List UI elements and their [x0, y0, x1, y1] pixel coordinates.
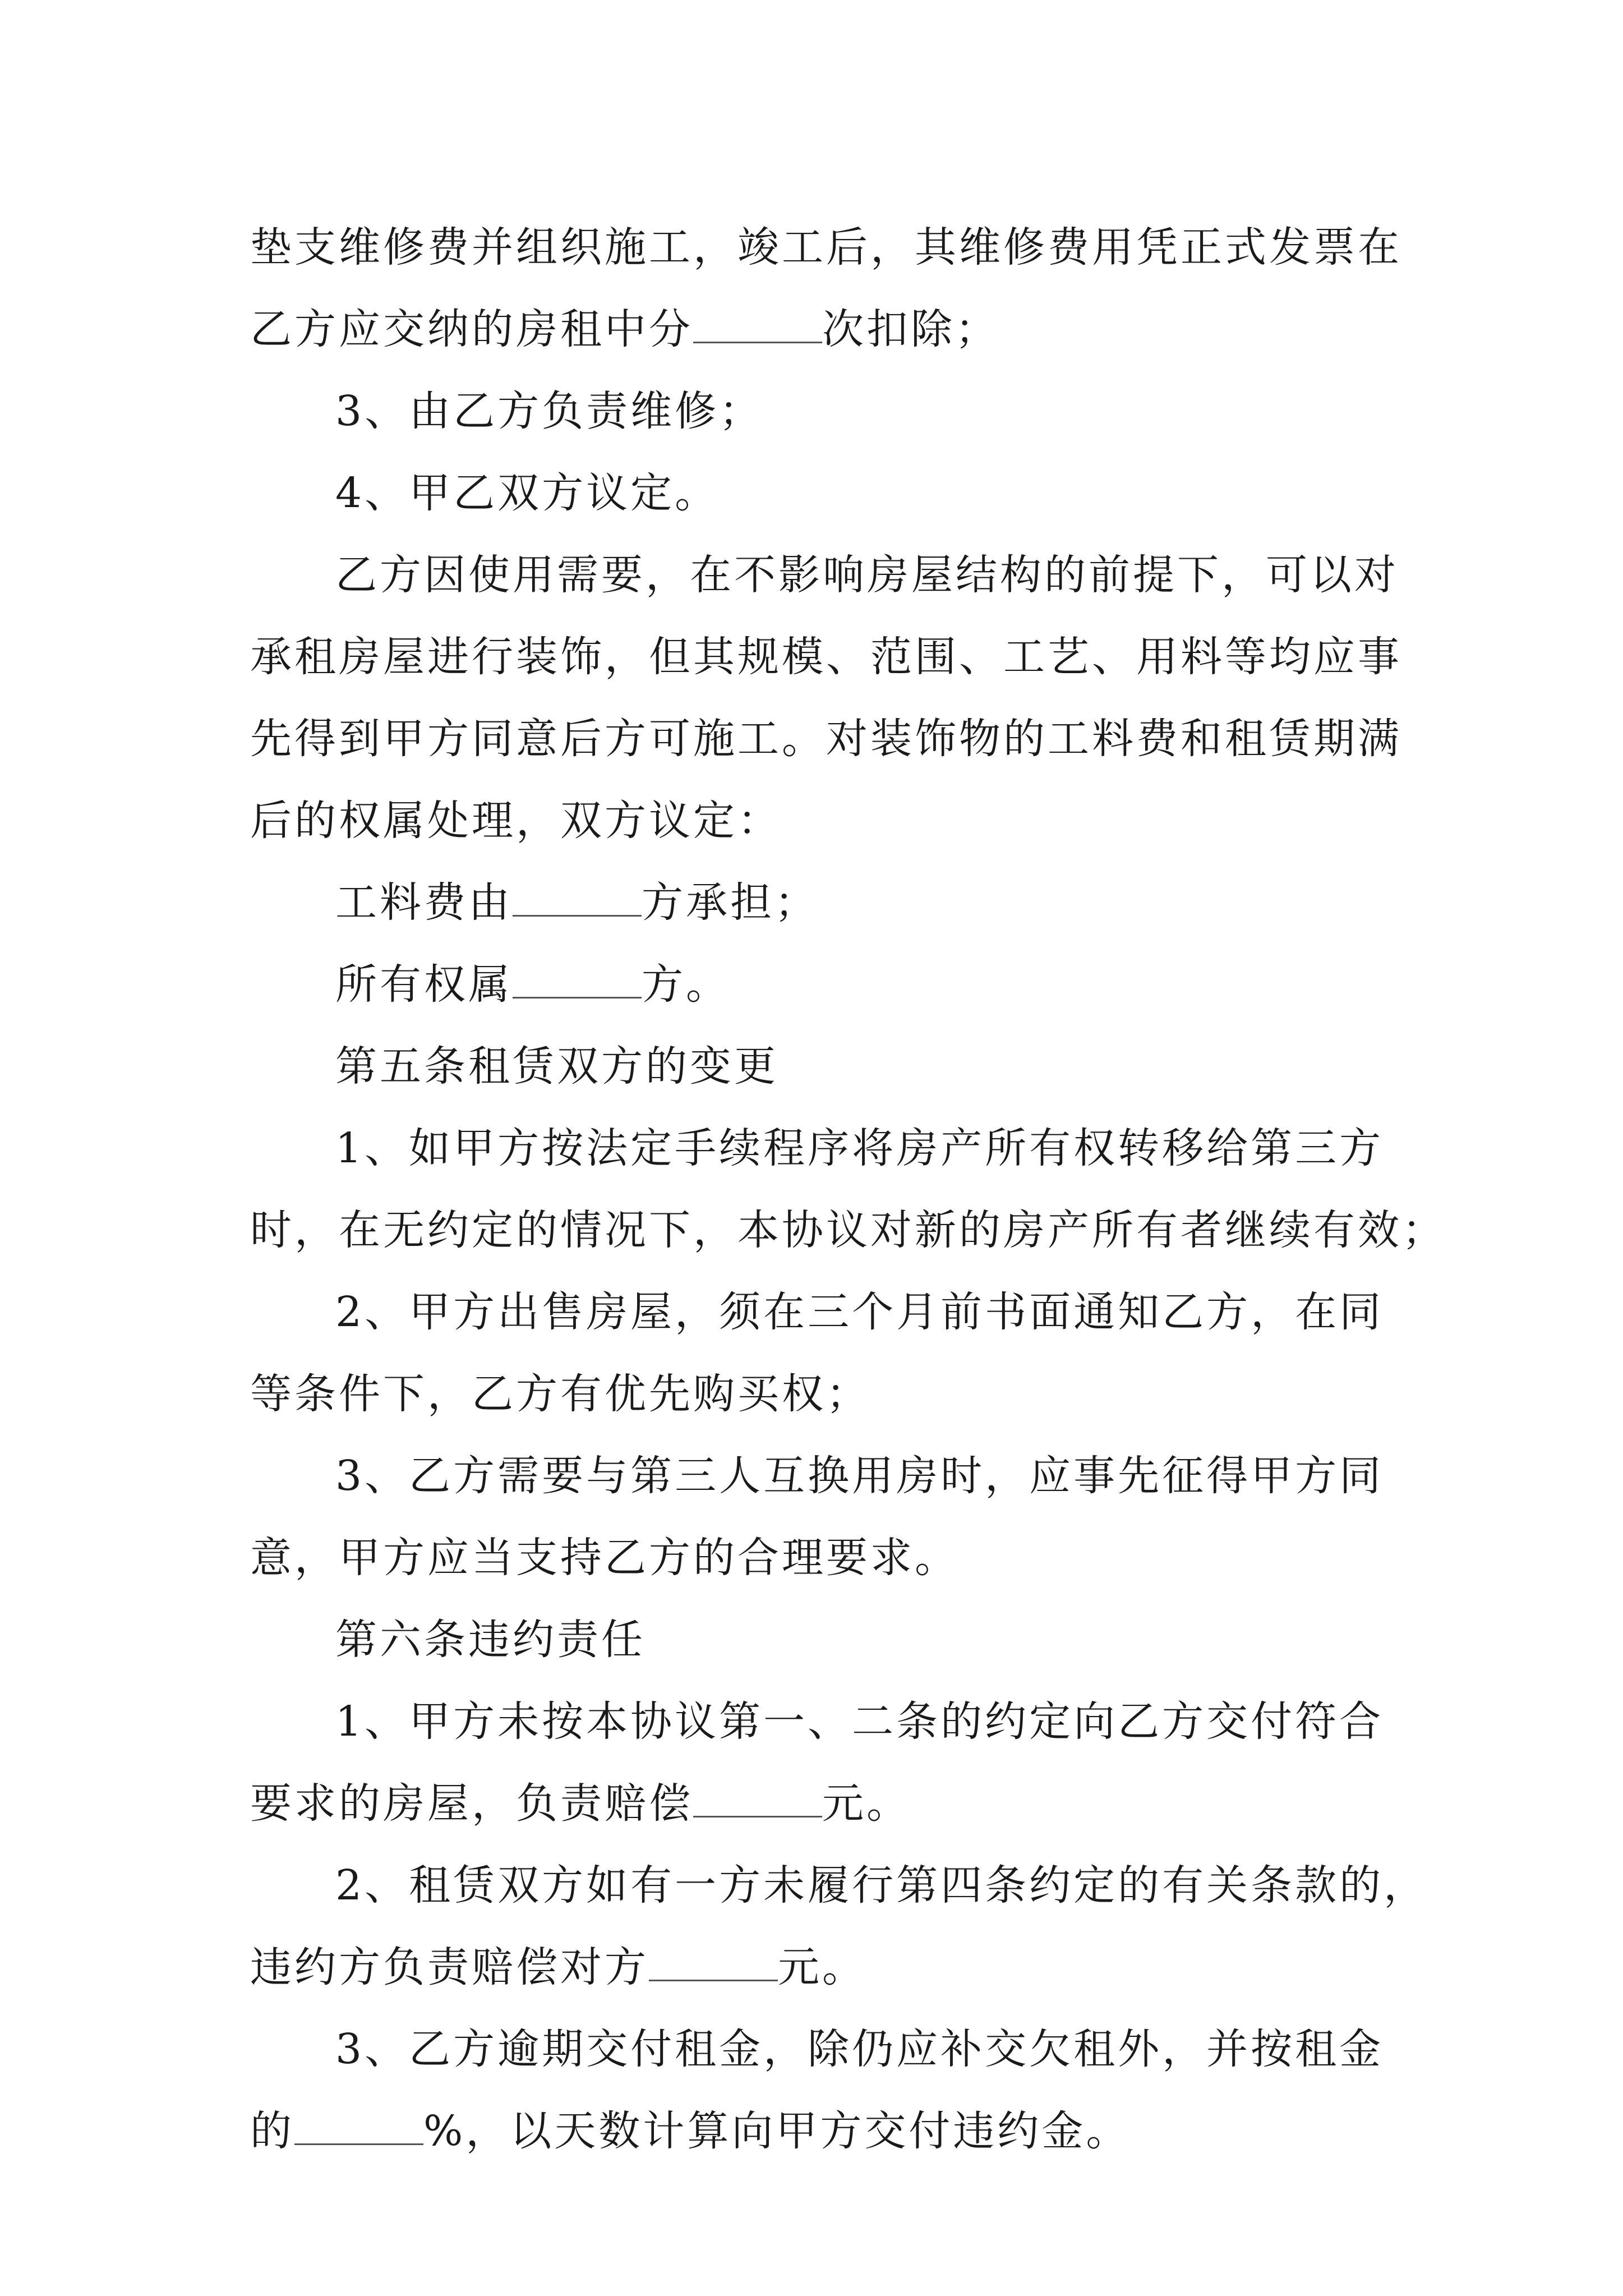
- line-text-after: 元。: [822, 1779, 911, 1828]
- list-item: 2、租赁双方如有一方未履行第四条约定的有关条款的，: [335, 1861, 1428, 1910]
- line-text-before: 乙方应交纳的房租中分: [250, 305, 693, 353]
- line-text-after: 方。: [642, 960, 730, 1009]
- list-item: 3、乙方需要与第三人互换用房时，应事先征得甲方同: [335, 1452, 1384, 1500]
- text-line: 先得到甲方同意后方可施工。对装饰物的工料费和租赁期满: [250, 715, 1402, 763]
- line-text-after: 元。: [778, 1943, 866, 1991]
- line-text-before: 所有权属: [335, 960, 513, 1009]
- fill-in-blank: [693, 1782, 822, 1818]
- line-text-before: 违约方负责赔偿对方: [250, 1943, 649, 1991]
- list-item: 3、由乙方负责维修；: [335, 387, 764, 435]
- text-line: 后的权属处理，双方议定：: [250, 797, 782, 845]
- text-line-with-blank: [250, 862, 1389, 944]
- line-text-after: 次扣除；: [822, 305, 999, 353]
- text-line-with-blank: [250, 944, 1389, 1025]
- section-heading: 第六条违约责任: [335, 1616, 645, 1664]
- text-line-with-blank: [250, 1926, 1389, 2008]
- text-line: 时，在无约定的情况下，本协议对新的房产所有者继续有效；: [250, 1206, 1446, 1254]
- line-text-after: 方承担；: [642, 878, 819, 927]
- paragraph-start: 乙方因使用需要，在不影响房屋结构的前提下，可以对: [335, 551, 1399, 599]
- line-text-before: 工料费由: [335, 878, 513, 927]
- fill-in-blank: [513, 881, 642, 917]
- section-heading: 第五条租赁双方的变更: [335, 1042, 778, 1091]
- line-text-before: 要求的房屋，负责赔偿: [250, 1779, 693, 1828]
- text-line-with-blank: [250, 1763, 1389, 1844]
- fill-in-blank: [693, 308, 822, 343]
- list-item: 1、如甲方按法定手续程序将房产所有权转移给第三方: [335, 1124, 1384, 1172]
- fill-in-blank: [513, 963, 642, 999]
- text-line-with-blank: [250, 288, 1389, 370]
- fill-in-blank: [294, 2110, 423, 2145]
- line-text-after: %，以天数计算向甲方交付违约金。: [423, 2107, 1131, 2155]
- text-line: 等条件下，乙方有优先购买权；: [250, 1370, 870, 1418]
- list-item: 2、甲方出售房屋，须在三个月前书面通知乙方，在同: [335, 1288, 1384, 1336]
- list-item: 3、乙方逾期交付租金，除仍应补交欠租外，并按租金: [335, 2025, 1384, 2073]
- list-item: 1、甲方未按本协议第一、二条的约定向乙方交付符合: [335, 1697, 1384, 1746]
- line-text-before: 的: [250, 2107, 294, 2155]
- text-line: 承租房屋进行装饰，但其规模、范围、工艺、用料等均应事: [250, 633, 1402, 681]
- fill-in-blank: [649, 1946, 778, 1981]
- list-item: 4、甲乙双方议定。: [335, 469, 720, 517]
- document-body: [250, 206, 1446, 2172]
- text-line: 意，甲方应当支持乙方的合理要求。: [250, 1534, 959, 1582]
- text-line-with-blank: [250, 2090, 1389, 2172]
- text-line: 垫支维修费并组织施工，竣工后，其维修费用凭正式发票在: [250, 223, 1402, 272]
